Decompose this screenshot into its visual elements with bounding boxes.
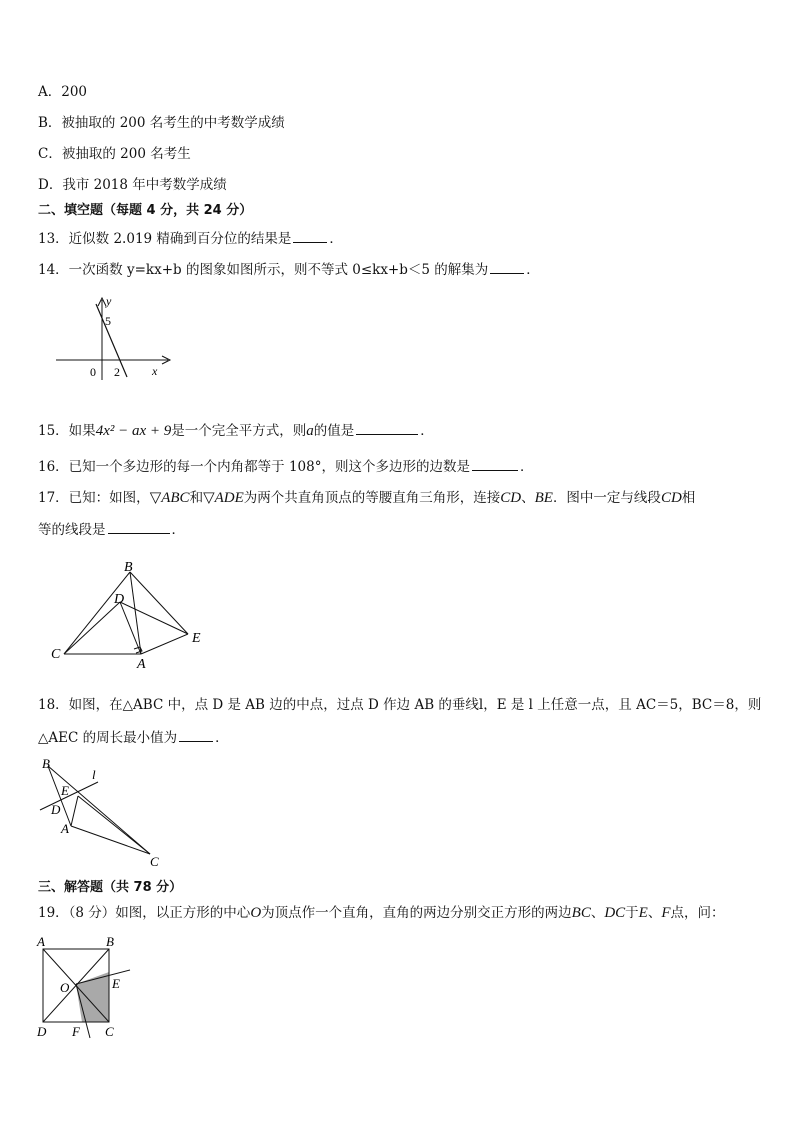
question-text: 19．（8 分）如图，以正方形的中心 bbox=[38, 905, 251, 921]
segment-de bbox=[120, 602, 188, 634]
question-18-line2 bbox=[38, 727, 229, 748]
question-text: 点，问： bbox=[670, 905, 725, 921]
punct: ． bbox=[329, 231, 343, 247]
vertex-label-a: A bbox=[61, 821, 69, 836]
section-answer-title: 三、解答题（共 78 分） bbox=[38, 880, 183, 895]
answer-blank[interactable] bbox=[472, 456, 518, 471]
line-label-l: l bbox=[92, 767, 96, 782]
option-c bbox=[38, 144, 191, 164]
question-text: ．图中一定与线段 bbox=[552, 490, 661, 506]
punct: 、 bbox=[521, 490, 535, 506]
vertex-label-c: C bbox=[105, 1024, 114, 1039]
question-18-line1: 18．如图，在△ABC 中，点 D 是 AB 边的中点，过点 D 作边 AB 的垂线l，E 是 l 上任意一点，且 AC＝5，BC＝8，则 bbox=[38, 697, 762, 713]
math-segment: DC bbox=[604, 905, 626, 921]
math-expression: 4x² − ax + 9 bbox=[95, 423, 172, 439]
math-point: E bbox=[638, 905, 648, 921]
question-15 bbox=[38, 420, 434, 441]
vertex-label-a: A bbox=[137, 657, 146, 672]
origin-label: 0 bbox=[90, 365, 96, 379]
question-19 bbox=[38, 903, 725, 923]
math-segment: CD bbox=[660, 490, 682, 506]
segment-ac bbox=[71, 826, 150, 854]
punct: 、 bbox=[647, 905, 662, 921]
segment-bc bbox=[48, 766, 150, 854]
vertex-label-c: C bbox=[150, 854, 159, 869]
q18-triangle-figure bbox=[34, 758, 174, 870]
x-label: x bbox=[152, 364, 158, 378]
segment-be bbox=[130, 572, 188, 634]
question-13 bbox=[38, 228, 343, 249]
vertex-label-d: D bbox=[51, 802, 61, 817]
vertex-label-a: A bbox=[37, 934, 45, 949]
segment-ae bbox=[71, 796, 78, 826]
answer-blank[interactable] bbox=[179, 727, 213, 742]
q14-graph-figure bbox=[50, 290, 180, 385]
segment-cb bbox=[64, 572, 130, 654]
q17-triangles-figure bbox=[48, 560, 218, 675]
option-text: 被抽取的 200 名考生的中考数学成绩 bbox=[61, 115, 285, 131]
question-17-line1 bbox=[38, 488, 695, 508]
segment-ec bbox=[78, 796, 150, 854]
vertex-label-f: F bbox=[72, 1024, 80, 1039]
punct: ． bbox=[526, 262, 540, 278]
q19-square-figure bbox=[34, 932, 144, 1044]
question-text: 相 bbox=[681, 490, 696, 506]
math-triangle: ▽ADE bbox=[203, 490, 244, 506]
vertex-label-o: O bbox=[60, 980, 70, 995]
question-text: △AEC 的周长最小值为 bbox=[38, 730, 178, 746]
punct: ． bbox=[215, 730, 229, 746]
option-label: C． bbox=[38, 146, 62, 162]
math-segment: BE bbox=[534, 490, 553, 506]
question-text: 于 bbox=[625, 905, 639, 921]
punct: 、 bbox=[590, 905, 605, 921]
answer-blank[interactable] bbox=[490, 259, 524, 274]
question-text: 为顶点作一个直角，直角的两边分别交正方形的两边 bbox=[261, 905, 572, 921]
vertex-label-b: B bbox=[106, 934, 114, 949]
option-label: B． bbox=[38, 115, 62, 131]
intercept-5-label: 5 bbox=[105, 314, 111, 328]
vertex-label-d: D bbox=[37, 1024, 47, 1039]
perpendicular-line-l bbox=[40, 782, 98, 810]
answer-blank[interactable] bbox=[293, 228, 327, 243]
punct: ． bbox=[420, 423, 434, 439]
section-fill-in-title: 二、填空题（每题 4 分，共 24 分） bbox=[38, 203, 253, 218]
question-16 bbox=[38, 456, 534, 477]
question-text: 16．已知一个多边形的每一个内角都等于 108°，则这个多边形的边数是 bbox=[38, 459, 470, 475]
question-text: 是一个完全平方式，则 bbox=[171, 423, 307, 439]
vertex-label-e: E bbox=[112, 976, 120, 991]
option-text: 被抽取的 200 名考生 bbox=[61, 146, 191, 162]
math-segment: CD bbox=[500, 490, 522, 506]
segment-ae bbox=[141, 634, 188, 654]
y-label: y bbox=[106, 294, 112, 308]
option-a bbox=[38, 82, 87, 102]
option-text: 200 bbox=[61, 84, 88, 100]
vertex-label-c: C bbox=[51, 647, 61, 662]
math-segment: BC bbox=[571, 905, 591, 921]
vertex-label-e: E bbox=[192, 631, 201, 646]
segment-cd bbox=[64, 602, 120, 654]
math-variable: a bbox=[306, 423, 314, 439]
function-line bbox=[96, 304, 127, 377]
option-label: A． bbox=[38, 84, 62, 100]
question-text: 13．近似数 2.019 精确到百分位的结果是 bbox=[38, 231, 292, 247]
vertex-label-d: D bbox=[114, 592, 125, 607]
option-b bbox=[38, 113, 285, 133]
question-text: 和 bbox=[189, 490, 204, 506]
option-text: 我市 2018 年中考数学成绩 bbox=[62, 177, 227, 193]
vertex-label-b: B bbox=[42, 756, 50, 771]
vertex-label-b: B bbox=[124, 560, 133, 575]
math-point: O bbox=[250, 905, 262, 921]
punct: ． bbox=[171, 522, 185, 538]
math-point: F bbox=[661, 905, 671, 921]
question-text: 14．一次函数 y=kx+b 的图象如图所示，则不等式 0≤kx+b＜5 的解集为 bbox=[38, 262, 489, 278]
question-14 bbox=[38, 259, 540, 280]
question-text: 为两个共直角顶点的等腰直角三角形，连接 bbox=[243, 490, 501, 506]
question-text: 15．如果 bbox=[38, 423, 96, 439]
question-text: 17．已知：如图， bbox=[38, 490, 150, 506]
question-17-line2 bbox=[38, 519, 185, 540]
answer-blank[interactable] bbox=[356, 420, 418, 435]
question-text: 的值是 bbox=[313, 423, 355, 439]
vertex-label-e: E bbox=[61, 783, 69, 798]
math-triangle: ▽ABC bbox=[149, 490, 190, 506]
question-text: 等的线段是 bbox=[38, 522, 106, 538]
punct: ． bbox=[520, 459, 534, 475]
option-label: D． bbox=[38, 177, 63, 193]
option-d bbox=[38, 175, 227, 195]
answer-blank[interactable] bbox=[108, 519, 170, 534]
x-intercept-2-label: 2 bbox=[114, 365, 120, 379]
